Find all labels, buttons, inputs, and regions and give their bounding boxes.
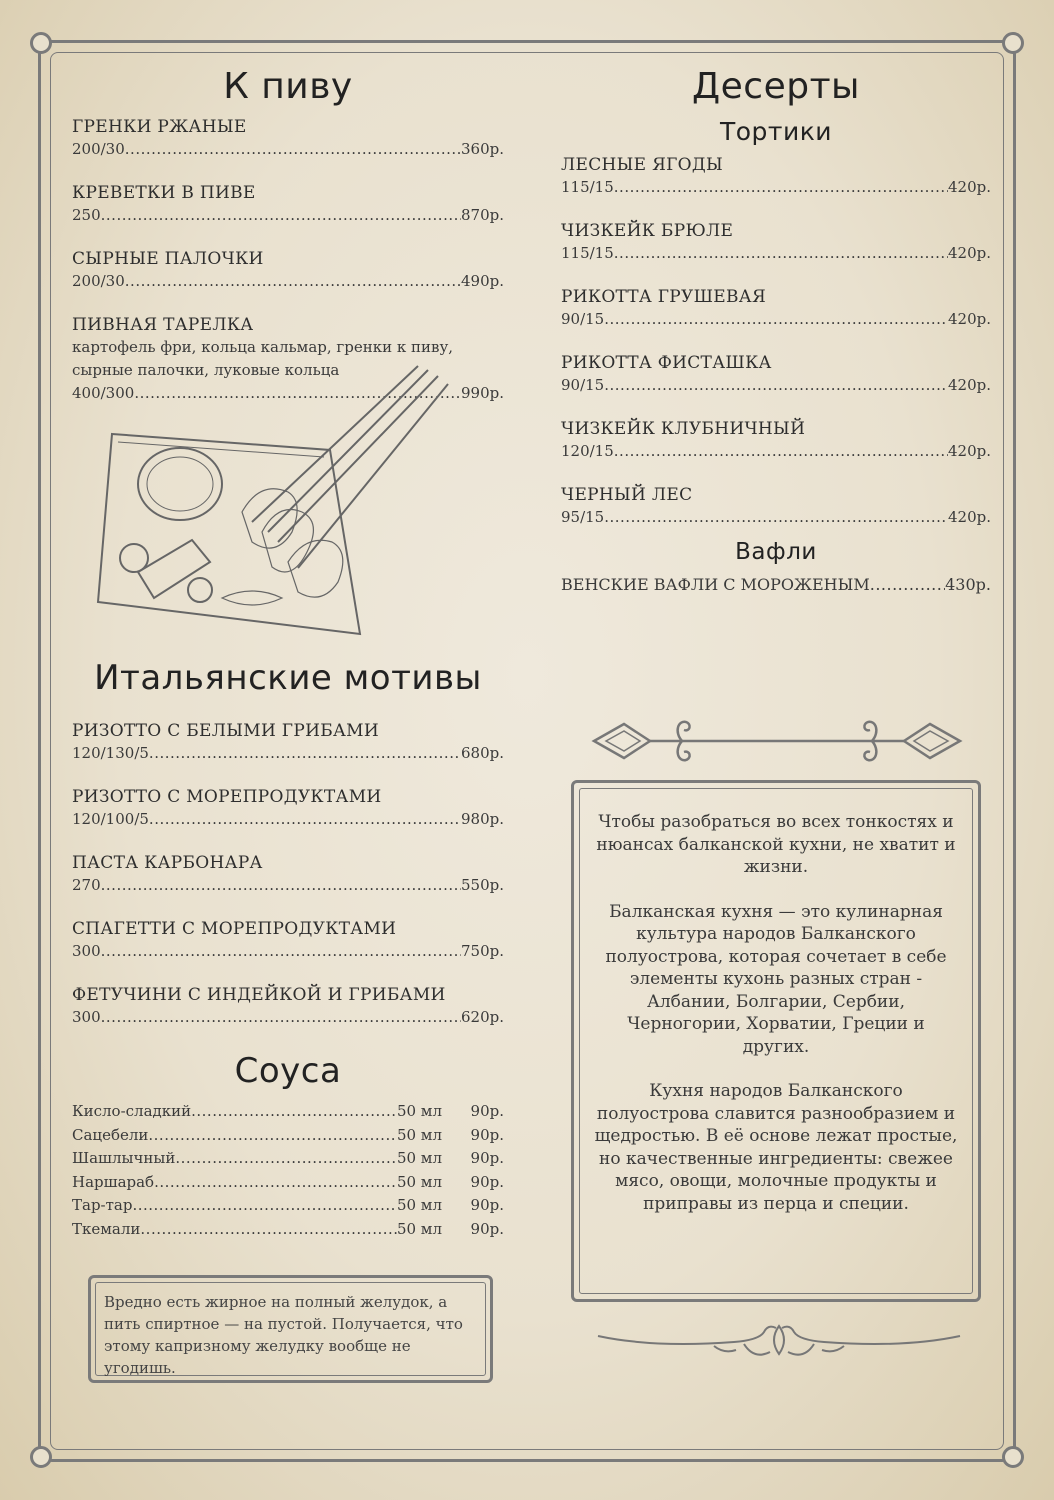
item-price: 420р. — [947, 442, 991, 460]
sauce-price: 90р. — [470, 1102, 504, 1120]
price-row — [561, 176, 991, 198]
item-weight: 95/15 — [561, 508, 605, 526]
sauce-volume: 50 мл — [396, 1102, 442, 1120]
price-row — [561, 440, 991, 462]
item-description: картофель фри, кольца кальмар, гренки к пиву, — [72, 338, 454, 356]
menu-item — [72, 786, 504, 830]
item-name: ФЕТУЧИНИ С ИНДЕЙКОЙ И ГРИБАМИ — [72, 985, 446, 1005]
price-row — [561, 574, 991, 596]
info-paragraph: Кухня народов Балканского полуострова славится разнообразием и щедростью. В её основе лежат простые, но качественные ингредиенты: свежее мясо, овощи, молочные продукты и приправы из перца и специи. — [594, 1081, 958, 1214]
sauce-volume: 50 мл — [396, 1219, 442, 1238]
subsection-title-cakes: Тортики — [719, 117, 833, 146]
menu-item — [561, 220, 991, 264]
price-row — [72, 808, 504, 830]
sauce-price: 90р. — [470, 1196, 504, 1214]
price-row — [72, 874, 504, 896]
sauce-name: Шашлычный — [72, 1149, 176, 1167]
item-price: 990р. — [460, 384, 504, 402]
price-row — [72, 204, 504, 226]
sauce-row — [72, 1194, 504, 1218]
menu-item — [561, 352, 991, 396]
item-price: 360р. — [460, 140, 504, 158]
item-weight: 120/100/5 — [72, 810, 149, 828]
item-price: 420р. — [947, 376, 991, 394]
item-name: КРЕВЕТКИ В ПИВЕ — [72, 183, 256, 203]
sauce-volume: 50 мл — [396, 1125, 442, 1144]
info-paragraph: Чтобы разобраться во всех тонкостях и нюансах балканской кухни, не хватит и жизни. — [596, 812, 956, 877]
menu-item — [72, 182, 504, 226]
sauce-volume: 50 мл — [396, 1149, 442, 1167]
item-weight: 270 — [72, 876, 101, 894]
price-row — [72, 742, 504, 764]
price-row — [72, 940, 504, 962]
item-price: 420р. — [947, 178, 991, 196]
sauce-price: 90р. — [470, 1219, 504, 1238]
item-price: 550р. — [460, 876, 504, 894]
sauce-name: Сацебели — [72, 1125, 149, 1144]
corner-ornament-icon — [30, 32, 52, 54]
menu-item — [72, 852, 504, 896]
menu-item — [72, 720, 504, 764]
item-name: СЫРНЫЕ ПАЛОЧКИ — [72, 249, 264, 269]
item-weight: 300 — [72, 942, 101, 960]
price-row — [561, 308, 991, 330]
price-row — [72, 270, 504, 292]
item-weight: 200/30 — [72, 272, 125, 290]
sauce-price: 90р. — [470, 1125, 504, 1144]
divider-ornament-icon — [590, 714, 964, 768]
flourish-ornament-icon — [594, 1320, 964, 1364]
section-title-sauces: Соуса — [234, 1051, 342, 1091]
price-row — [561, 242, 991, 264]
item-price: 420р. — [947, 310, 991, 328]
item-name: ЧЕРНЫЙ ЛЕС — [561, 485, 693, 505]
menu-item — [561, 154, 991, 198]
menu-item — [72, 116, 504, 160]
item-weight: 115/15 — [561, 244, 614, 262]
item-weight: 300 — [72, 1008, 101, 1026]
item-price: 750р. — [460, 942, 504, 960]
menu-item — [561, 484, 991, 528]
item-price: 420р. — [947, 508, 991, 526]
info-paragraph: Балканская кухня — это кулинарная культура народов Балканского полуострова, которая сочетает в себе элементы кухонь разных стран - Албании, Болгарии, Сербии, Черногории, Хорватии, Греции и других. — [605, 901, 947, 1057]
left-column-lower — [72, 650, 504, 1241]
item-weight: 120/130/5 — [72, 744, 149, 762]
sauce-row — [72, 1100, 504, 1124]
item-name: ВЕНСКИЕ ВАФЛИ С МОРОЖЕНЫМ — [561, 575, 870, 594]
section-title-desserts: Десерты — [692, 66, 860, 107]
menu-item — [72, 984, 504, 1028]
sauce-row — [72, 1124, 504, 1148]
item-name: ПАСТА КАРБОНАРА — [72, 853, 263, 873]
corner-ornament-icon — [1002, 1446, 1024, 1468]
item-weight: 120/15 — [561, 442, 614, 460]
item-price: 870р. — [460, 206, 504, 224]
price-row — [561, 374, 991, 396]
item-name: ГРЕНКИ РЖАНЫЕ — [72, 117, 247, 137]
item-name: ПИВНАЯ ТАРЕЛКА — [72, 315, 254, 335]
item-price: 490р. — [460, 272, 504, 290]
sauce-name: Тар-тар — [72, 1196, 133, 1214]
section-title-beer: К пиву — [223, 66, 353, 107]
item-name: СПАГЕТТИ С МОРЕПРОДУКТАМИ — [72, 919, 397, 939]
sauce-name: Ткемали — [72, 1219, 141, 1238]
menu-item — [72, 918, 504, 962]
item-name: РИЗОТТО С БЕЛЫМИ ГРИБАМИ — [72, 721, 379, 741]
item-name: РИКОТТА ФИСТАШКА — [561, 353, 772, 373]
price-row — [561, 506, 991, 528]
sauce-row — [72, 1218, 504, 1242]
item-name: ЧИЗКЕЙК БРЮЛЕ — [561, 221, 734, 241]
item-weight: 90/15 — [561, 376, 605, 394]
section-title-italian: Итальянские мотивы — [94, 658, 482, 698]
item-name: ЛЕСНЫЕ ЯГОДЫ — [561, 155, 724, 175]
right-column — [561, 64, 991, 596]
sauce-price: 90р. — [470, 1149, 504, 1167]
item-weight: 400/300 — [72, 384, 135, 402]
item-price: 680р. — [460, 744, 504, 762]
item-price: 420р. — [947, 244, 991, 262]
item-description: сырные палочки, луковые кольца — [72, 361, 340, 379]
item-name: ЧИЗКЕЙК КЛУБНИЧНЫЙ — [561, 419, 806, 439]
item-weight: 250 — [72, 206, 101, 224]
menu-item — [561, 286, 991, 330]
item-price: 980р. — [460, 810, 504, 828]
price-row — [72, 138, 504, 160]
subsection-title-waffles: Вафли — [735, 539, 817, 565]
corner-ornament-icon — [30, 1446, 52, 1468]
sauce-volume: 50 мл — [396, 1196, 442, 1214]
corner-ornament-icon — [1002, 32, 1024, 54]
menu-item — [561, 418, 991, 462]
item-weight: 115/15 — [561, 178, 614, 196]
info-box — [571, 780, 981, 1302]
item-weight: 200/30 — [72, 140, 125, 158]
sauce-name: Кисло-сладкий — [72, 1102, 192, 1120]
item-name: РИКОТТА ГРУШЕВАЯ — [561, 287, 766, 307]
beer-platter-sketch-icon — [92, 362, 462, 642]
sauce-name: Наршараб — [72, 1172, 155, 1191]
item-weight: 90/15 — [561, 310, 605, 328]
item-name: РИЗОТТО С МОРЕПРОДУКТАМИ — [72, 787, 382, 807]
item-price: 620р. — [460, 1008, 504, 1026]
sauce-price: 90р. — [470, 1172, 504, 1191]
sauce-row — [72, 1171, 504, 1195]
quote-box — [88, 1275, 493, 1383]
price-row — [72, 1006, 504, 1028]
sauce-row — [72, 1147, 504, 1171]
quote-text: Вредно есть жирное на полный желудок, а пить спиртное — на пустой. Получается, что этому капризному желудку вообще не угодишь. — [95, 1282, 486, 1376]
item-price: 430р. — [945, 575, 991, 594]
sauce-volume: 50 мл — [396, 1172, 442, 1191]
menu-item — [72, 248, 504, 292]
